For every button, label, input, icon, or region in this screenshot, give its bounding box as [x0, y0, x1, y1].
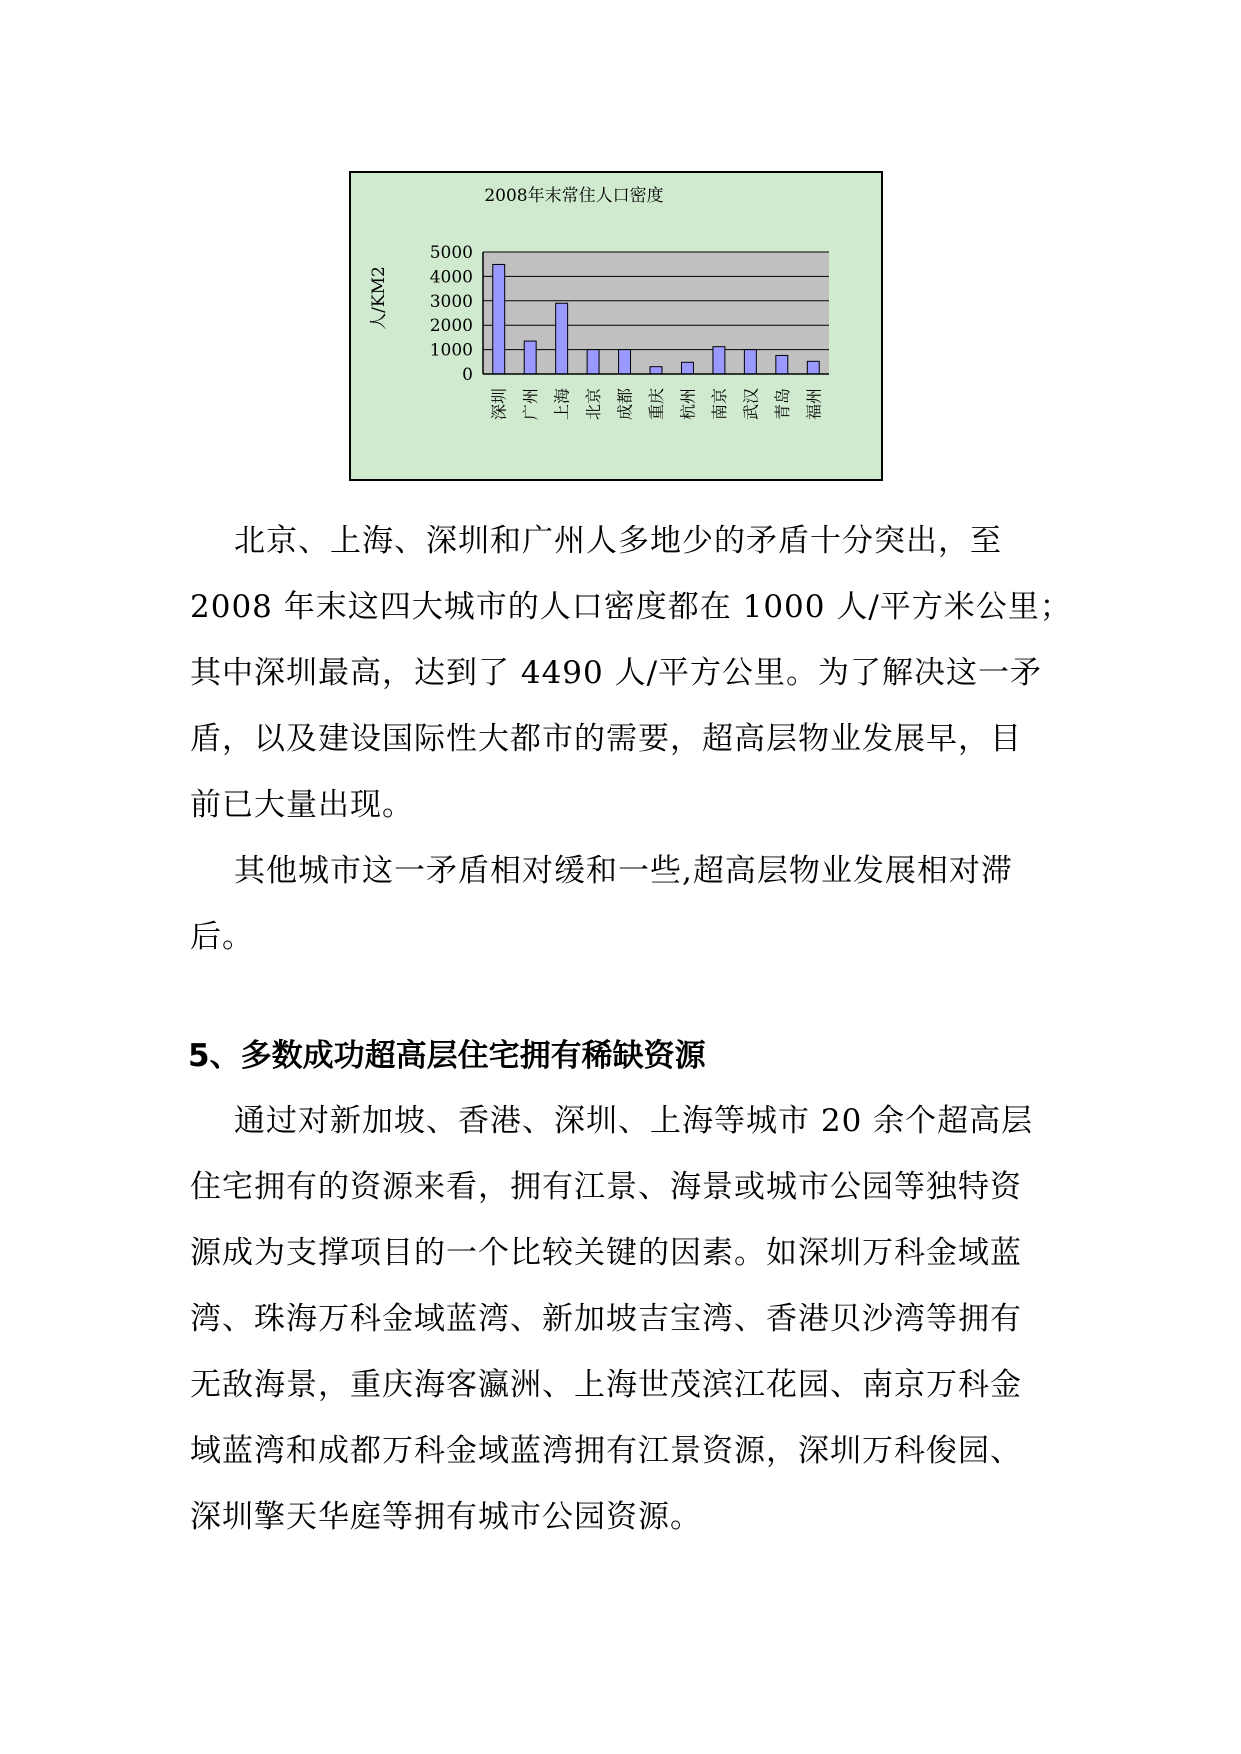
y-ticks — [430, 243, 473, 385]
y-tick-label: 3000 — [429, 291, 473, 312]
category-label: 上海 — [552, 388, 572, 421]
chart-title: 2008年末常住人口密度 — [484, 186, 664, 206]
density-chart-svg — [351, 173, 881, 479]
bar-7 — [713, 347, 725, 374]
text-line: 源成为支撑项目的一个比较关键的因素。如深圳万科金域蓝 — [190, 1235, 1022, 1271]
category-label: 成都 — [615, 388, 635, 421]
bar-8 — [744, 350, 756, 374]
text-line: 住宅拥有的资源来看，拥有江景、海景或城市公园等独特资 — [190, 1169, 1022, 1205]
bar-1 — [524, 341, 536, 374]
y-tick-label: 2000 — [429, 316, 473, 337]
text-line: 通过对新加坡、香港、深圳、上海等城市 20 余个超高层 — [234, 1103, 1034, 1139]
y-tick-label: 1000 — [429, 340, 473, 361]
text-line: 无敌海景，重庆海客瀛洲、上海世茂滨江花园、南京万科金 — [190, 1367, 1022, 1403]
paragraph-other-cities — [190, 838, 1070, 970]
text-line: 北京、上海、深圳和广州人多地少的矛盾十分突出，至 — [234, 523, 1002, 559]
category-labels — [490, 388, 824, 420]
text-line: 其他城市这一矛盾相对缓和一些,超高层物业发展相对滞 — [234, 853, 1013, 889]
category-label: 福州 — [804, 388, 824, 421]
text-line: 域蓝湾和成都万科金域蓝湾拥有江景资源，深圳万科俊园、 — [190, 1433, 1022, 1469]
text-line: 后。 — [190, 919, 254, 955]
paragraph-density — [190, 508, 1070, 838]
y-axis-label: 人/KM2 — [369, 266, 389, 330]
category-label: 北京 — [584, 388, 604, 421]
bar-5 — [650, 367, 662, 374]
text-line: 前已大量出现。 — [190, 787, 414, 823]
y-tick-label: 0 — [462, 365, 473, 385]
density-chart — [349, 171, 883, 481]
category-label: 深圳 — [489, 388, 509, 421]
text-line: 深圳擎天华庭等拥有城市公园资源。 — [190, 1499, 702, 1535]
bar-0 — [493, 264, 505, 374]
bar-9 — [776, 355, 788, 374]
category-label: 南京 — [709, 388, 729, 421]
bar-2 — [556, 303, 568, 374]
bar-10 — [807, 361, 819, 374]
text-line: 其中深圳最高，达到了 4490 人/平方公里。为了解决这一矛 — [190, 655, 1043, 691]
text-line: 2008 年末这四大城市的人口密度都在 1000 人/平方米公里； — [190, 589, 1072, 625]
bar-3 — [587, 350, 599, 374]
category-label: 广州 — [521, 388, 541, 421]
paragraph-resources — [190, 1088, 1070, 1550]
section-heading: 5、多数成功超高层住宅拥有稀缺资源 — [188, 1038, 706, 1074]
category-label: 重庆 — [647, 388, 666, 421]
category-label: 武汉 — [741, 388, 761, 421]
text-line: 湾、珠海万科金域蓝湾、新加坡吉宝湾、香港贝沙湾等拥有 — [190, 1301, 1022, 1337]
category-label: 杭州 — [678, 388, 698, 421]
bar-6 — [681, 362, 693, 374]
text-line: 盾，以及建设国际性大都市的需要，超高层物业发展早，目 — [190, 721, 1022, 757]
bar-4 — [619, 350, 631, 374]
y-tick-label: 4000 — [429, 267, 473, 288]
y-tick-label: 5000 — [429, 243, 473, 263]
category-label: 青岛 — [772, 388, 792, 421]
